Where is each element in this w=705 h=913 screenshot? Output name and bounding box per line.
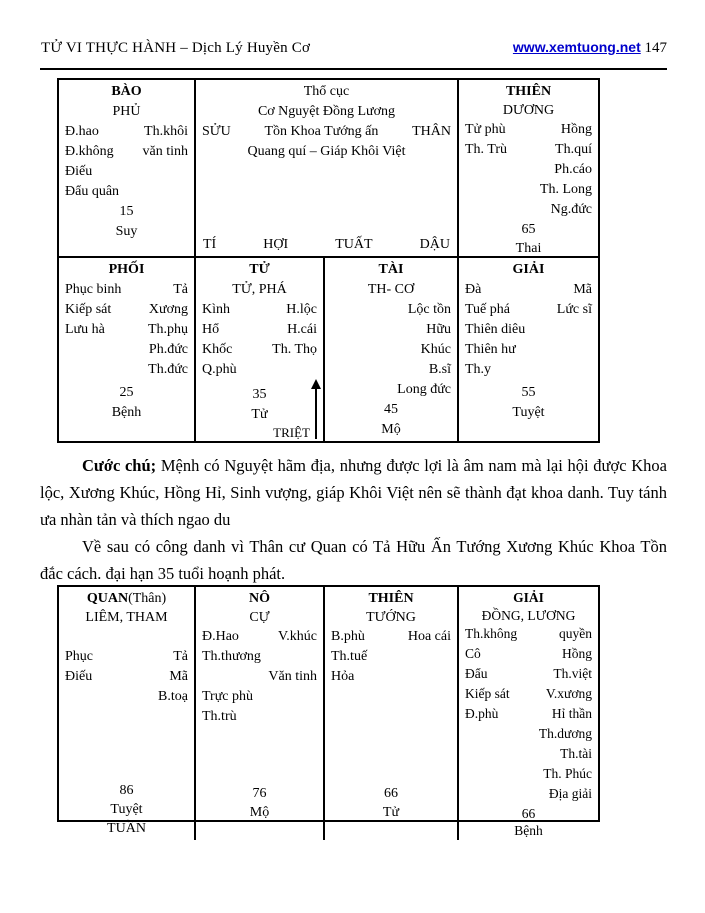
star-list <box>59 627 194 707</box>
star-row <box>459 180 598 200</box>
star-left: Hổ <box>202 322 220 337</box>
branch-label-tuat: TUẤT <box>335 237 373 252</box>
star-row <box>459 625 598 645</box>
star-right: Địa giải <box>548 785 592 801</box>
chart-cell-tu <box>196 258 325 441</box>
star-left: Điếu <box>65 164 93 179</box>
star-right: văn tinh <box>142 144 188 159</box>
star-list <box>59 122 194 202</box>
star-right: Mã <box>169 669 188 684</box>
star-left: Th.thương <box>202 649 261 664</box>
header-rule <box>40 68 667 70</box>
star-left: Th. Trù <box>465 142 508 157</box>
star-list <box>325 627 457 687</box>
center-line-cuc: Thổ cục <box>303 84 350 99</box>
star-row <box>459 765 598 785</box>
star-left: Đ.không <box>65 144 114 159</box>
star-left: Hỏa <box>331 669 355 684</box>
triet-arrow-icon <box>310 379 321 439</box>
cell-title: THIÊN <box>368 591 414 606</box>
star-row <box>459 280 598 300</box>
cell-status: Tử <box>251 407 268 422</box>
cell-spacer <box>196 162 457 235</box>
cell-spacer <box>325 687 457 784</box>
star-right: B.toạ <box>158 689 188 704</box>
footnote-paragraph-1 <box>40 452 667 533</box>
star-row <box>59 300 194 320</box>
star-row <box>59 647 194 667</box>
star-row <box>196 320 323 340</box>
star-row <box>325 667 457 687</box>
star-row <box>459 745 598 765</box>
cell-status: Tuyệt <box>110 802 143 818</box>
cell-age-number: 55 <box>521 385 536 400</box>
star-right: H.lộc <box>286 302 317 317</box>
cell-status: Mộ <box>381 422 401 437</box>
star-list <box>196 627 323 727</box>
star-list <box>459 120 598 220</box>
cell-age-number: 15 <box>119 204 134 219</box>
star-right: Th. Phúc <box>543 765 592 781</box>
star-left: Phục binh <box>65 282 122 297</box>
star-row <box>459 360 598 380</box>
chart-cell-center <box>196 80 459 258</box>
star-right: Th.quí <box>555 142 592 157</box>
star-right: Long đức <box>397 382 451 397</box>
cell-title: TỬ <box>249 262 270 277</box>
star-row <box>196 647 323 667</box>
star-right: Mã <box>573 282 592 297</box>
tuan-label: TUẦN <box>107 821 146 837</box>
star-row <box>325 360 457 380</box>
star-row <box>459 120 598 140</box>
cell-age-number: 66 <box>384 786 398 802</box>
header-link[interactable]: www.xemtuong.net <box>512 39 641 55</box>
star-left: Th.trù <box>202 709 237 724</box>
star-row <box>196 300 323 320</box>
star-right: Xương <box>148 302 188 317</box>
cell-age-number: 65 <box>521 222 536 237</box>
star-right: Tả <box>173 282 188 297</box>
star-right: quyền <box>559 625 592 641</box>
star-right: Hoa cái <box>407 629 451 644</box>
star-row <box>325 300 457 320</box>
star-row <box>196 707 323 727</box>
center-line-branches <box>196 122 457 142</box>
star-right: Ph.cáo <box>554 162 592 177</box>
star-right: Th. Thọ <box>272 342 317 357</box>
cell-status: Mộ <box>249 805 270 821</box>
footnote-paragraph-2: Về sau có công danh vì Thân cư Quan có Tả Hữu Ấn Tướng Xương Khúc Khoa Tồn đắc cách. đại hạn 35 tuổi hoạnh phát. <box>40 537 667 583</box>
star-left: Lưu hà <box>65 322 105 337</box>
star-row <box>196 340 323 360</box>
center-line-giap: Quang quí – Giáp Khôi Việt <box>247 144 406 159</box>
cell-age-number: 86 <box>119 783 134 799</box>
star-list <box>325 300 457 400</box>
star-row <box>325 340 457 360</box>
chart-cell-quan <box>59 587 196 840</box>
cell-status: Thai <box>515 241 542 256</box>
branch-label-dau: DẬU <box>419 237 450 252</box>
star-left: Th.y <box>465 362 492 377</box>
star-left: Điếu <box>65 669 93 684</box>
tuvi-chart-top <box>57 78 600 443</box>
star-right: Hỉ thần <box>551 705 592 721</box>
arrow-line <box>315 389 317 439</box>
star-row <box>459 300 598 320</box>
star-right: Hồng <box>560 122 592 137</box>
chart-cell-giai <box>459 258 598 441</box>
cell-subtitle: DƯƠNG <box>502 103 555 118</box>
center-bottom-branches <box>196 235 457 255</box>
cell-subtitle: ĐỒNG, LƯƠNG <box>481 607 576 623</box>
cell-subtitle: TH- CƠ <box>367 282 415 297</box>
star-row <box>196 627 323 647</box>
star-row <box>459 645 598 665</box>
cell-subtitle: TỬ, PHÁ <box>232 282 287 297</box>
star-right: Hồng <box>562 645 592 661</box>
cell-title-suffix: (Thân) <box>128 591 167 606</box>
star-right: Lộc tồn <box>407 302 451 317</box>
cell-subtitle: CỰ <box>249 610 270 625</box>
chart-cell-bao <box>59 80 196 258</box>
star-list <box>459 625 598 805</box>
star-left: Cô <box>465 645 481 661</box>
star-left: Kiếp sát <box>65 302 112 317</box>
arrow-head-icon <box>311 379 321 389</box>
star-row <box>59 667 194 687</box>
star-right: Th.khôi <box>144 124 188 139</box>
star-row <box>196 360 323 380</box>
star-row <box>459 140 598 160</box>
cell-age-number: 45 <box>384 402 398 417</box>
cell-status: Bệnh <box>111 405 142 420</box>
star-right: Văn tinh <box>268 669 317 684</box>
branch-label-ti: TÍ <box>203 237 217 252</box>
star-left: Khốc <box>202 342 233 357</box>
star-left: Thiên diêu <box>465 322 526 337</box>
cell-age-number: 25 <box>119 385 134 400</box>
star-right: Th.việt <box>553 665 592 681</box>
page-header <box>41 39 667 57</box>
cell-spacer <box>59 707 194 781</box>
star-left: Đ.Hao <box>202 629 239 644</box>
star-right: Th. Long <box>539 182 592 197</box>
star-left: B.phù <box>331 629 365 644</box>
cell-title: THIÊN <box>505 84 552 99</box>
star-row <box>325 320 457 340</box>
star-list <box>459 280 598 380</box>
star-right: Khúc <box>420 342 451 357</box>
star-left: Đ.phù <box>465 705 499 721</box>
star-row <box>59 280 194 300</box>
star-left: Đ.hao <box>65 124 99 139</box>
cell-status: Bệnh <box>514 823 543 839</box>
cell-title: NÔ <box>249 591 270 606</box>
cell-title: TÀI <box>378 262 404 277</box>
cell-title: QUAN <box>86 591 129 606</box>
chart-cell-phoi <box>59 258 196 441</box>
star-left: Tuế phá <box>465 302 510 317</box>
star-row <box>59 360 194 380</box>
cell-subtitle: PHỦ <box>112 104 141 119</box>
star-right: Th.dương <box>538 725 592 741</box>
star-row <box>59 340 194 360</box>
star-left: Đà <box>465 282 482 297</box>
star-right: V.khúc <box>277 629 317 644</box>
star-right: Th.phụ <box>147 322 188 337</box>
star-row <box>459 705 598 725</box>
cell-title: BÀO <box>111 84 142 99</box>
header-right <box>513 39 667 57</box>
cell-status: Tử <box>382 805 400 821</box>
star-left: Đẩu <box>465 665 488 681</box>
star-row <box>459 685 598 705</box>
cell-title: PHỐI <box>108 262 145 277</box>
cell-age-number: 76 <box>252 786 267 802</box>
star-row <box>459 785 598 805</box>
cell-subtitle: LIÊM, THAM <box>85 610 168 625</box>
star-right: V.xương <box>545 685 592 701</box>
cell-status: Tuyệt <box>512 405 545 420</box>
star-left: Tử phù <box>465 122 506 137</box>
star-row <box>459 160 598 180</box>
star-row <box>59 142 194 162</box>
star-row <box>459 200 598 220</box>
cell-age-number: 66 <box>521 805 536 821</box>
star-row <box>59 182 194 202</box>
star-row <box>459 665 598 685</box>
star-right: Hữu <box>426 322 451 337</box>
chart-cell-thien <box>459 80 598 258</box>
cell-title: GIẢI <box>512 262 545 277</box>
tuvi-chart-bottom <box>57 585 600 839</box>
branch-label-suu: SỬU <box>202 124 231 139</box>
star-row <box>325 380 457 400</box>
star-row <box>325 627 457 647</box>
star-row <box>459 725 598 745</box>
star-row <box>59 687 194 707</box>
star-row <box>325 647 457 667</box>
star-row <box>459 340 598 360</box>
star-left: Th.không <box>465 625 518 641</box>
book-title: TỬ VI THỰC HÀNH – Dịch Lý Huyền Cơ <box>41 40 311 56</box>
footnote-block <box>40 452 667 587</box>
star-right: Th.tài <box>560 745 592 761</box>
chart-cell-tai <box>325 258 459 441</box>
star-left: Q.phù <box>202 362 237 377</box>
star-right: Lức sĩ <box>556 302 592 317</box>
cell-title: GIẢI <box>513 590 544 605</box>
star-row <box>196 687 323 707</box>
star-left: Thiên hư <box>465 342 516 357</box>
chart-cell-no <box>196 587 325 840</box>
chart-cell-giai-2 <box>459 587 598 840</box>
center-line-cach: Cơ Nguyệt Đồng Lương <box>257 104 396 119</box>
branch-label-than: THÂN <box>412 124 451 139</box>
cell-spacer <box>196 727 323 784</box>
star-row <box>459 320 598 340</box>
star-left: Kiếp sát <box>465 685 510 701</box>
star-row <box>59 122 194 142</box>
cell-title-line <box>59 589 194 608</box>
star-row <box>59 162 194 182</box>
page-number: 147 <box>644 40 667 56</box>
star-left: Phục <box>65 649 93 664</box>
star-right: H.cái <box>287 322 317 337</box>
star-left: Kình <box>202 302 230 317</box>
star-row <box>59 627 194 647</box>
star-left: Đẩu quân <box>65 184 120 199</box>
star-row <box>196 667 323 687</box>
star-right: Tả <box>173 649 188 664</box>
star-left: Trực phù <box>202 689 254 704</box>
chart-cell-thien-2 <box>325 587 459 840</box>
star-list <box>59 280 194 380</box>
cell-age-number: 35 <box>252 387 267 402</box>
star-right: Th.đức <box>148 362 188 377</box>
star-row <box>59 320 194 340</box>
footnote-label: Cước chú; <box>82 456 157 475</box>
star-right: Ph.đức <box>148 342 188 357</box>
branch-label-hoi: HỢI <box>263 237 289 252</box>
footnote-text-1: Mệnh có Nguyệt hãm địa, nhưng được lợi là âm nam mà lại hội được Khoa lộc, Xương Khúc, Hồng Hỉ, Sinh vượng, giáp Khôi Việt nên sẽ thành đạt khoa danh. Tuy tánh ưa nhàn tản và thích ngao du <box>40 456 667 529</box>
star-right: Ng.đức <box>550 202 592 217</box>
star-left: Th.tuế <box>331 649 368 664</box>
star-list <box>196 300 323 380</box>
center-line-stars: Tồn Khoa Tướng ấn <box>264 124 379 139</box>
cell-subtitle: TƯỚNG <box>366 610 416 625</box>
cell-status: Suy <box>115 224 138 239</box>
star-right: B.sĩ <box>428 362 451 377</box>
triet-label: TRIỆT <box>273 425 310 440</box>
